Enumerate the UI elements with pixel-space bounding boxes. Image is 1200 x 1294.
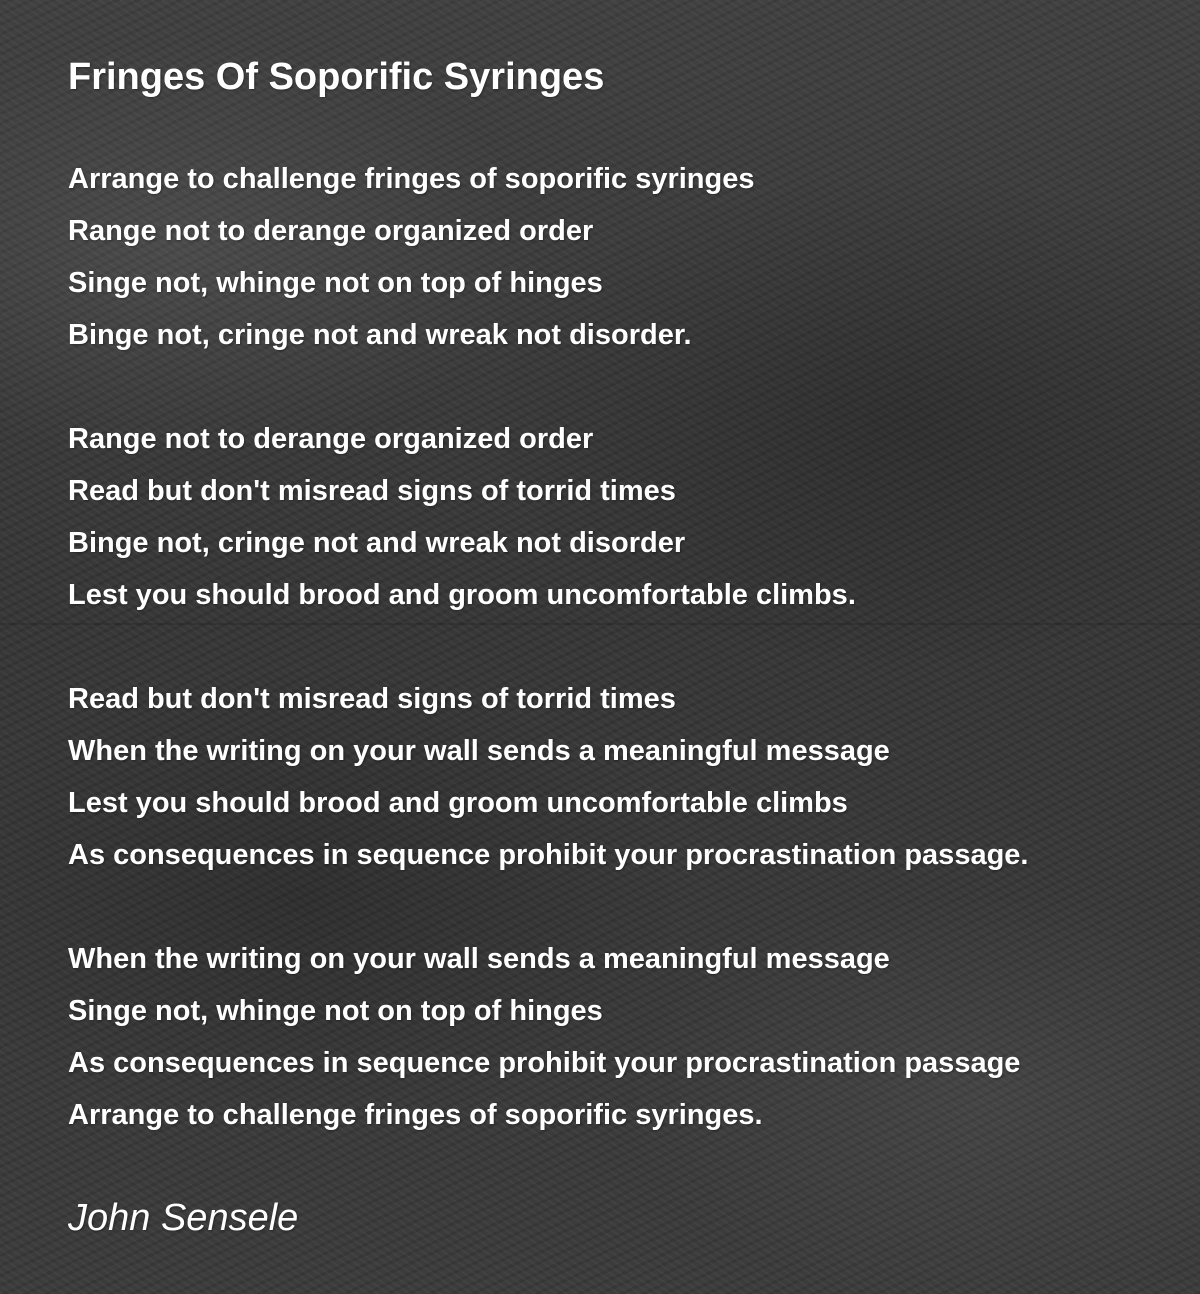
poem-line: Lest you should brood and groom uncomfortable climbs (68, 787, 848, 819)
poem-line: Range not to derange organized order (68, 215, 594, 247)
poem-line: Arrange to challenge fringes of soporific syringes. (68, 1099, 763, 1131)
poem-line: Arrange to challenge fringes of soporific syringes (68, 163, 755, 195)
poem-line: Read but don't misread signs of torrid times (68, 475, 676, 507)
stanza-2 (68, 413, 1178, 621)
poem-title: Fringes Of Soporific Syringes (68, 56, 605, 98)
poem-line: When the writing on your wall sends a meaningful message (68, 943, 890, 975)
poem-line: Singe not, whinge not on top of hinges (68, 267, 603, 299)
poem-line: Singe not, whinge not on top of hinges (68, 995, 603, 1027)
poem-line: Lest you should brood and groom uncomfortable climbs. (68, 579, 856, 611)
poem-line: As consequences in sequence prohibit your procrastination passage (68, 1047, 1021, 1079)
poem-line: Binge not, cringe not and wreak not disorder. (68, 319, 692, 351)
poem-author: John Sensele (68, 1197, 299, 1239)
stanza-1 (68, 153, 1178, 361)
poem-line: Read but don't misread signs of torrid times (68, 683, 676, 715)
poem-line: When the writing on your wall sends a meaningful message (68, 735, 890, 767)
poem-line: Binge not, cringe not and wreak not disorder (68, 527, 686, 559)
stanza-3 (68, 673, 1178, 881)
poem-line: Range not to derange organized order (68, 423, 594, 455)
stanza-4 (68, 933, 1178, 1141)
poem-line: As consequences in sequence prohibit your procrastination passage. (68, 839, 1029, 871)
poem-body (68, 153, 1178, 1193)
